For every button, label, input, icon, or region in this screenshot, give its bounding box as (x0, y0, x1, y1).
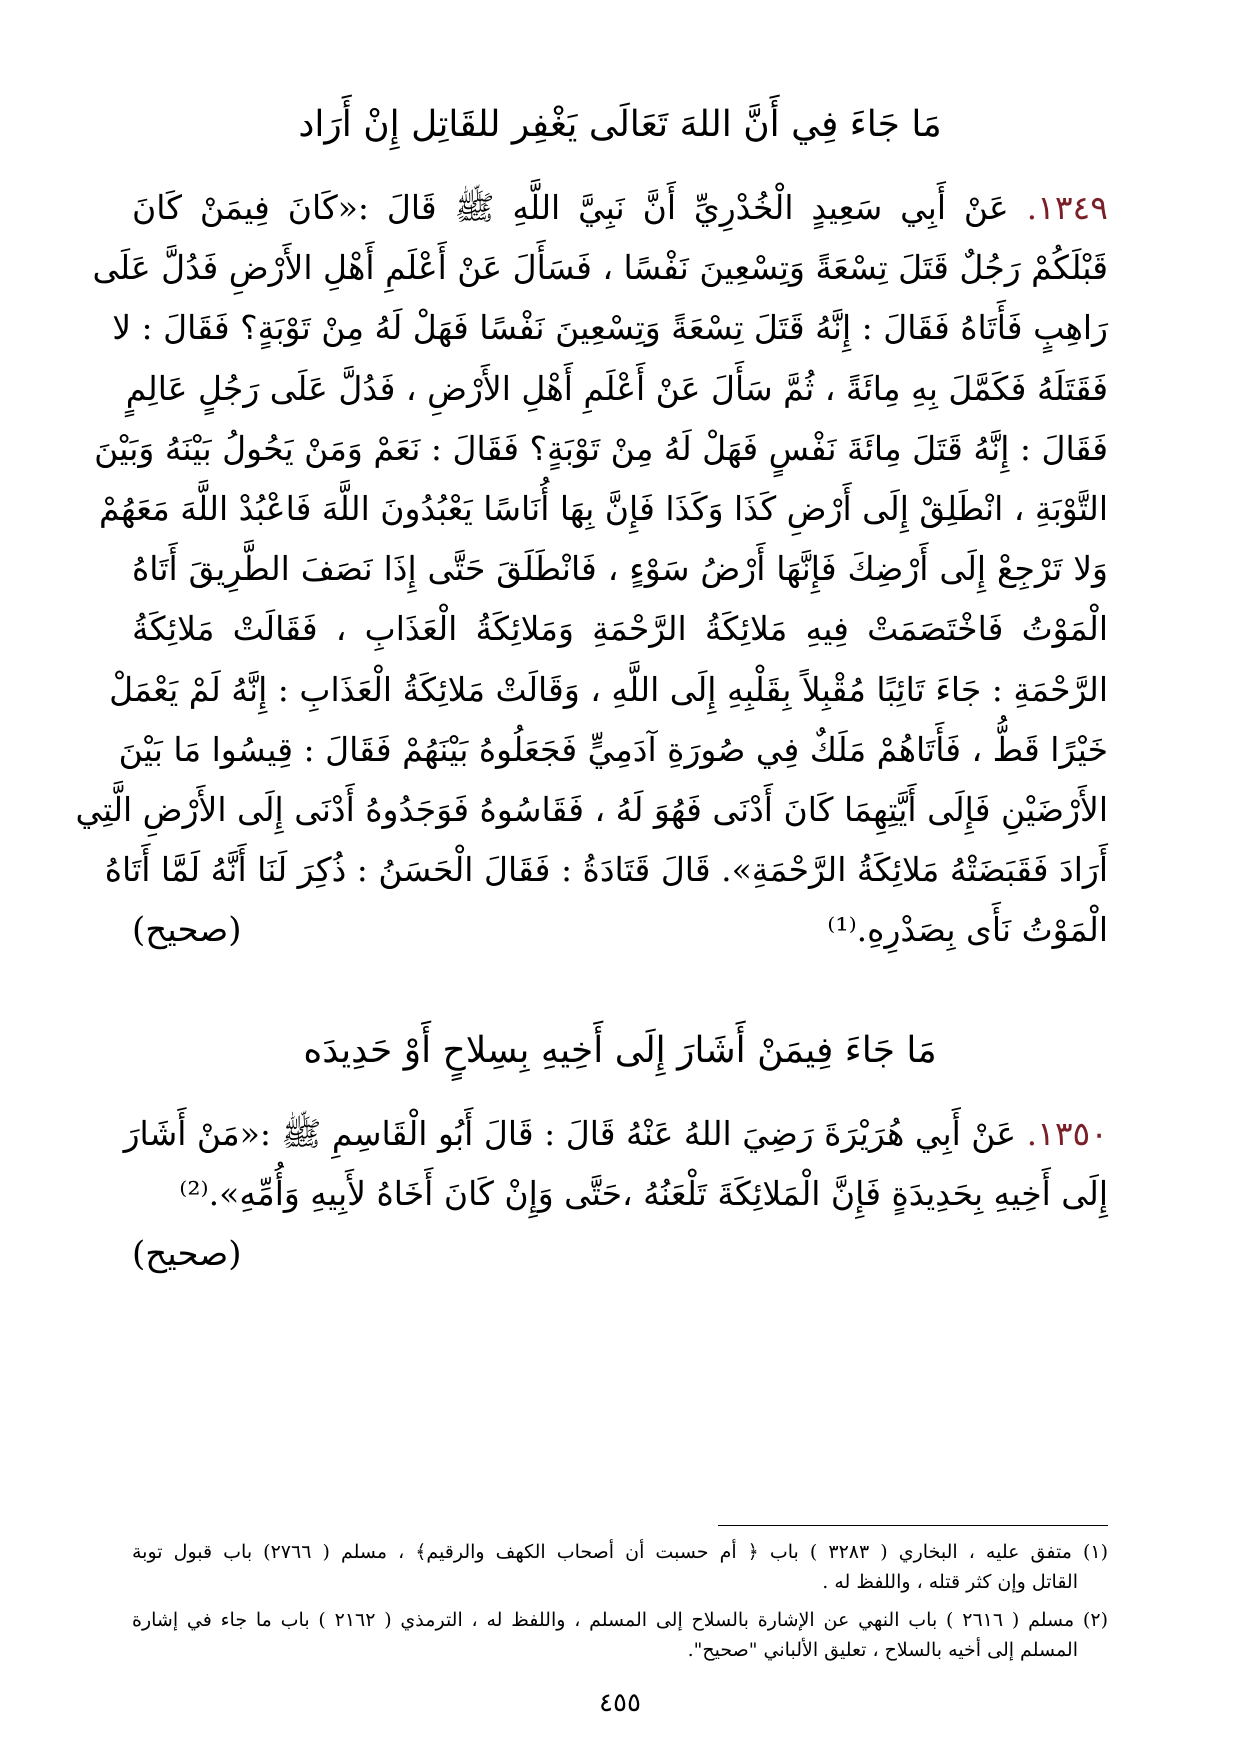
footnote-separator (718, 1525, 1108, 1526)
hadith-line: رَاهِبٍ فَأَتَاهُ فَقَالَ : إِنَّهُ قَتَلَ تِسْعَةً وَتِسْعِينَ نَفْسًا فَهَلْ لَهُ مِنْ تَوْبَةٍ؟ فَقَالَ : لا (112, 308, 1108, 348)
hadith-line: الرَّحْمَةِ : جَاءَ تَائِبًا مُقْبِلاً بِقَلْبِهِ إِلَى اللَّهِ ، وَقَالَتْ مَلائِكَةُ الْعَذَابِ : إِنَّهُ لَمْ يَعْمَلْ (109, 669, 1108, 709)
page-number: ٤٥٥ (599, 1688, 641, 1718)
hadith-line: الْمَوْتُ فَاخْتَصَمَتْ فِيهِ مَلائِكَةُ الرَّحْمَةِ وَمَلائِكَةُ الْعَذَابِ ، فَقَالَتْ مَلائِكَةُ (132, 609, 1108, 649)
hadith-line: خَيْرًا قَطُّ ، فَأَتَاهُمْ مَلَكٌ فِي صُورَةِ آدَمِيٍّ فَجَعَلُوهُ بَيْنَهُمْ فَقَالَ : قِيسُوا مَا بَيْنَ (118, 729, 1108, 769)
hadith-line: وَلا تَرْجِعْ إِلَى أَرْضِكَ فَإِنَّهَا أَرْضُ سَوْءٍ ، فَانْطَلَقَ حَتَّى إِذَا نَصَفَ الطَّرِيقَ أَتَاهُ (132, 549, 1108, 589)
footnotes (132, 1537, 1108, 1665)
hadith-line: ١٣٤٩. عَنْ أَبِي سَعِيدٍ الْخُدْرِيِّ أَنَّ نَبِيَّ اللَّهِ ﷺ قَالَ :«كَانَ فِيمَنْ كَانَ (132, 188, 1108, 227)
hadith-line: قَبْلَكُمْ رَجُلٌ قَتَلَ تِسْعَةً وَتِسْعِينَ نَفْسًا ، فَسَأَلَ عَنْ أَعْلَمِ أَهْلِ الأَرْضِ فَدُلَّ عَلَى (92, 248, 1108, 288)
hadith-line: فَقَتَلَهُ فَكَمَّلَ بِهِ مِائَةً ، ثُمَّ سَأَلَ عَنْ أَعْلَمِ أَهْلِ الأَرْضِ ، فَدُلَّ عَلَى رَجُلٍ عَالِمٍ (125, 368, 1108, 408)
footnote-1-continued: القاتل وإن كثر قتله ، واللفظ له . (822, 1571, 1078, 1593)
section-title-pointing-weapon: مَا جَاءَ فِيمَنْ أَشَارَ إِلَى أَخِيهِ بِسِلاحٍ أَوْ حَدِيدَه (303, 1030, 937, 1071)
hadith-line: أَرَادَ فَقَبَضَتْهُ مَلائِكَةُ الرَّحْمَةِ». قَالَ قَتَادَةُ : فَقَالَ الْحَسَنُ : ذُكِرَ لَنَا أَنَّهُ لَمَّا أَتَاهُ (104, 850, 1108, 890)
footnote-2-continued: المسلم إلى أخيه بالسلاح ، تعليق الألباني "صحيح". (687, 1639, 1078, 1661)
hadith-line: ١٣٥٠. عَنْ أَبِي هُرَيْرَةَ رَضِيَ اللهُ عَنْهُ قَالَ : قَالَ أَبُو الْقَاسِمِ ﷺ :«مَنْ أَشَارَ (123, 1114, 1108, 1153)
hadith-line: الأَرْضَيْنِ فَإِلَى أَيَّتِهِمَا كَانَ أَدْنَى فَهُوَ لَهُ ، فَقَاسُوهُ فَوَجَدُوهُ أَدْنَى إِلَى الأَرْضِ الَّتِي (75, 789, 1108, 829)
hadith-line: التَّوْبَةِ ، انْطَلِقْ إِلَى أَرْضِ كَذَا وَكَذَا فَإِنَّ بِهَا أُنَاسًا يَعْبُدُونَ اللَّهَ فَاعْبُدْ اللَّهَ مَعَهُمْ (99, 488, 1108, 528)
hadith-line: فَقَالَ : إِنَّهُ قَتَلَ مِائَةَ نَفْسٍ فَهَلْ لَهُ مِنْ تَوْبَةٍ؟ فَقَالَ : نَعَمْ وَمَنْ يَحُولُ بَيْنَهُ وَبَيْنَ (94, 428, 1108, 468)
hadith-1350 (123, 1104, 1108, 1285)
grade-label: (صحيح) (132, 910, 242, 951)
section-title-forgiveness-of-killer: مَا جَاءَ فِي أَنَّ اللهَ تَعَالَى يَغْفِر للقَاتِل إِنْ أَرَاد (298, 104, 942, 145)
grade-label: (صحيح) (132, 1234, 242, 1275)
footnote-1: (١) متفق عليه ، البخاري ( ٣٢٨٣ ) باب ﴿ أم حسبت أن أصحاب الكهف والرقيم﴾ ، مسلم ( ٢٧٦٦) باب قبول توبة (132, 1541, 1109, 1563)
hadith-line: الْمَوْتُ نَأَى بِصَدْرِهِ.⁽¹⁾ (صحيح) (132, 900, 1108, 960)
hadith-number: ١٣٤٩. (1026, 188, 1108, 227)
hadith-number: ١٣٥٠. (1026, 1114, 1108, 1153)
footnote-2: (٢) مسلم ( ٢٦١٦ ) باب النهي عن الإشارة بالسلاح إلى المسلم ، واللفظ له ، الترمذي ( ٢١٦٢ ) باب ما جاء في إشارة (132, 1609, 1108, 1631)
hadith-line: إِلَى أَخِيهِ بِحَدِيدَةٍ فَإِنَّ الْمَلائِكَةَ تَلْعَنُهُ ،حَتَّى وَإِنْ كَانَ أَخَاهُ لأَبِيهِ وَأُمِّهِ».⁽²⁾ (صحيح) (132, 1164, 1108, 1224)
hadith-1349 (75, 178, 1108, 960)
